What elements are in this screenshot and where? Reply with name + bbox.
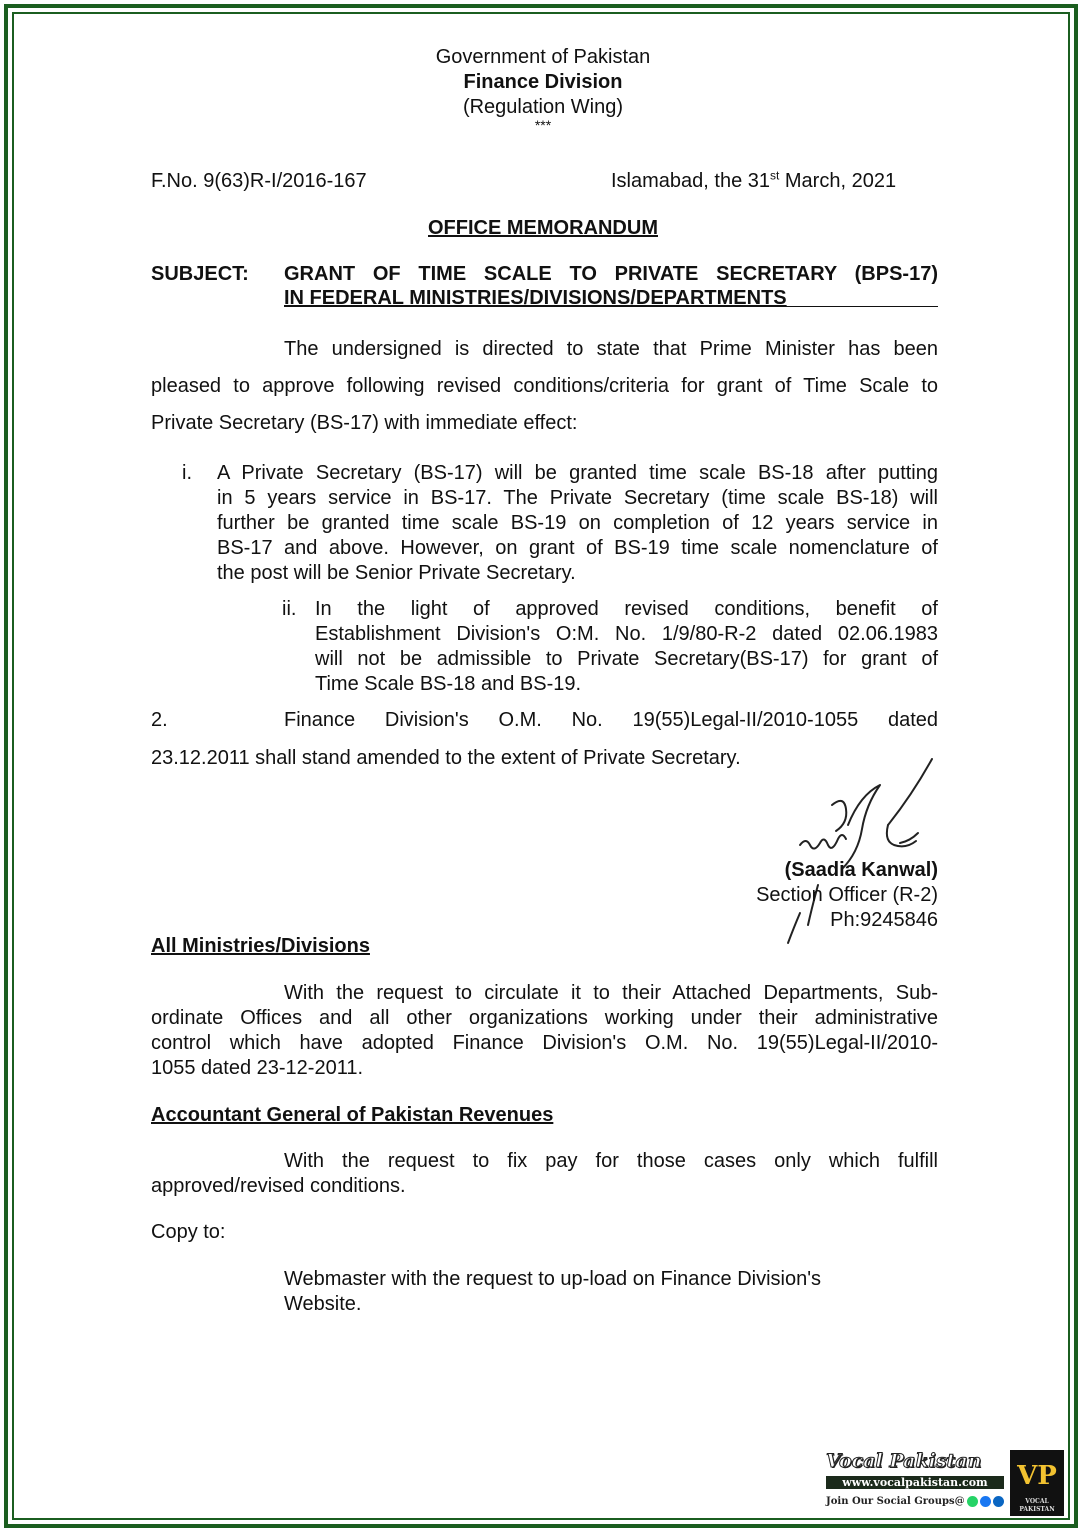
item-ii-line-1: In the light of approved revised conditions, benefit of — [315, 598, 938, 620]
subject-label: SUBJECT: — [151, 263, 249, 285]
item-ii-marker: ii. — [282, 598, 297, 620]
watermark-url: www.vocalpakistan.com — [826, 1476, 1004, 1489]
intro-line-3: Private Secretary (BS-17) with immediate effect: — [151, 412, 578, 434]
subject-underline — [284, 306, 938, 307]
item-i-line-5: the post will be Senior Private Secretary. — [217, 562, 576, 584]
memo-title: OFFICE MEMORANDUM — [428, 217, 658, 239]
signatory-designation: Section Officer (R-2) — [756, 884, 938, 906]
para-2-line-1: Finance Division's O.M. No. 19(55)Legal-II/2010-1055 dated — [284, 709, 938, 731]
header-government: Government of Pakistan — [435, 46, 651, 68]
facebook-icon — [980, 1496, 991, 1507]
ministries-line-4: 1055 dated 23-12-2011. — [151, 1057, 364, 1079]
item-i-marker: i. — [182, 462, 192, 484]
copy-to-line-1: Webmaster with the request to up-load on Finance Division's — [284, 1268, 822, 1290]
agpr-heading: Accountant General of Pakistan Revenues — [151, 1104, 554, 1126]
item-i-line-3: further be granted time scale BS-19 on completion of 12 years service in — [217, 512, 938, 534]
agpr-line-1: With the request to fix pay for those cases only which fulfill — [284, 1150, 938, 1172]
header-stars: *** — [534, 117, 552, 133]
watermark-badge-logo: VP VOCAL PAKISTAN — [1010, 1450, 1064, 1516]
watermark-title: Vocal Pakistan — [826, 1450, 982, 1472]
subject-line-1: GRANT OF TIME SCALE TO PRIVATE SECRETARY (BPS-17) — [284, 263, 938, 285]
intro-line-2: pleased to approve following revised conditions/criteria for grant of Time Scale to — [151, 375, 938, 397]
para-2-number: 2. — [151, 709, 168, 731]
file-number: F.No. 9(63)R-I/2016-167 — [151, 170, 367, 192]
item-ii-line-2: Establishment Division's O:M. No. 1/9/80-R-2 dated 02.06.1983 — [315, 623, 938, 645]
whatsapp-icon — [967, 1496, 978, 1507]
ministries-line-1: With the request to circulate it to their Attached Departments, Sub- — [284, 982, 938, 1004]
ministries-line-2: ordinate Offices and all other organizations working under their administrative — [151, 1007, 938, 1029]
signatory-phone: Ph:9245846 — [830, 909, 938, 931]
vocal-pakistan-watermark — [826, 1450, 1070, 1518]
agpr-line-2: approved/revised conditions. — [151, 1175, 406, 1197]
item-ii-line-4: Time Scale BS-18 and BS-19. — [315, 673, 582, 695]
item-i-line-1: A Private Secretary (BS-17) will be granted time scale BS-18 after putting — [217, 462, 938, 484]
item-i-line-4: BS-17 and above. However, on grant of BS-19 time scale nomenclature of — [217, 537, 938, 559]
item-ii-line-3: will not be admissible to Private Secretary(BS-17) for grant of — [315, 648, 938, 670]
header-wing: (Regulation Wing) — [462, 96, 624, 118]
signatory-name: (Saadia Kanwal) — [784, 859, 938, 881]
ministries-heading: All Ministries/Divisions — [151, 935, 370, 957]
memo-date: Islamabad, the 31st March, 2021 — [611, 168, 897, 192]
subject-line-2: IN FEDERAL MINISTRIES/DIVISIONS/DEPARTMENTS — [284, 287, 787, 309]
item-i-line-2: in 5 years service in BS-17. The Private Secretary (time scale BS-18) will — [217, 487, 938, 509]
header-division: Finance Division — [463, 71, 623, 93]
intro-line-1: The undersigned is directed to state that Prime Minister has been — [284, 338, 938, 360]
linkedin-icon — [993, 1496, 1004, 1507]
ministries-line-3: control which have adopted Finance Division's O.M. No. 19(55)Legal-II/2010- — [151, 1032, 938, 1054]
copy-to-line-2: Website. — [284, 1293, 362, 1315]
para-2-line-2: 23.12.2011 shall stand amended to the extent of Private Secretary. — [151, 747, 741, 769]
copy-to-label: Copy to: — [151, 1221, 226, 1243]
watermark-social: Join Our Social Groups@ — [826, 1496, 1004, 1507]
